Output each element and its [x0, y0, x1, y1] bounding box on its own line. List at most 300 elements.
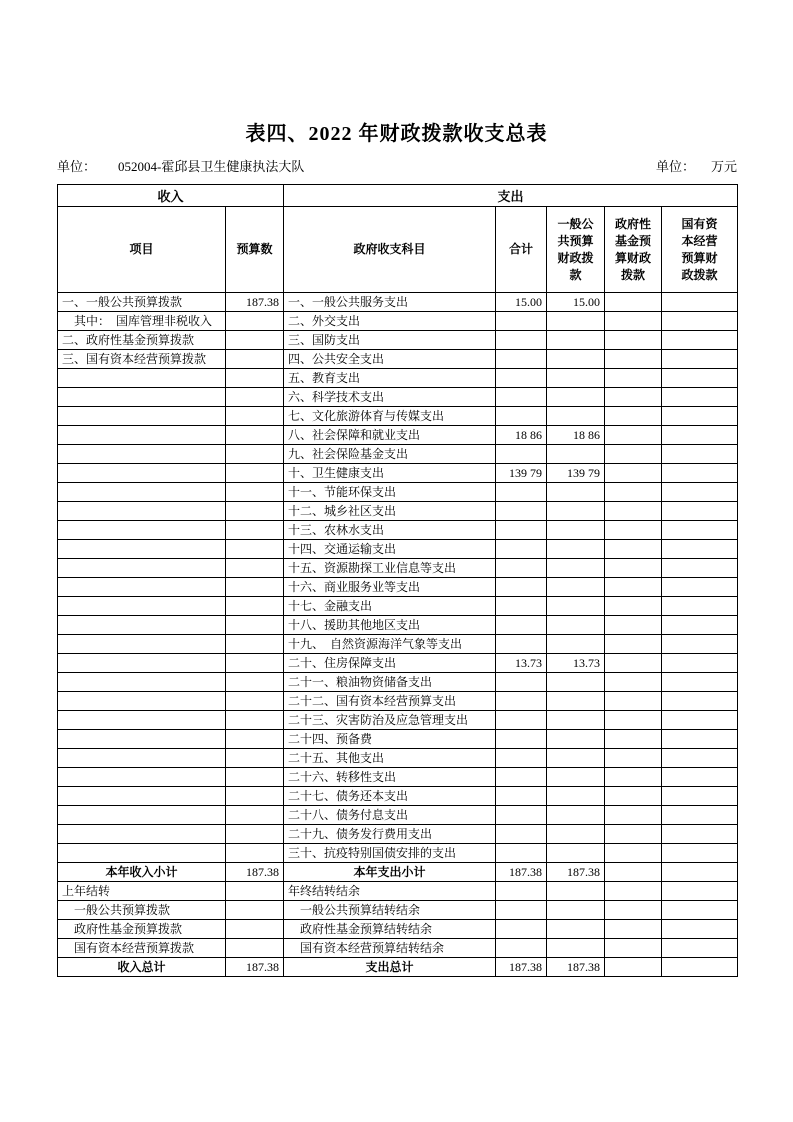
income-budget-cell [226, 540, 284, 559]
govt-fund-cell [605, 559, 662, 578]
total-cell: 15.00 [496, 293, 547, 312]
state-capital-cell [662, 616, 738, 635]
table-row [58, 806, 738, 825]
table-row [58, 787, 738, 806]
expense-item-cell: 八、社会保障和就业支出 [284, 426, 496, 445]
govt-fund-cell [605, 293, 662, 312]
expense-item-cell: 本年支出小计 [284, 863, 496, 882]
state-capital-cell [662, 692, 738, 711]
general-budget-cell [547, 521, 605, 540]
general-budget-cell [547, 749, 605, 768]
total-cell [496, 578, 547, 597]
general-budget-cell [547, 939, 605, 958]
total-cell [496, 483, 547, 502]
income-budget-cell [226, 388, 284, 407]
income-item-cell: 国有资本经营预算拨款 [58, 939, 226, 958]
govt-fund-cell [605, 369, 662, 388]
state-capital-cell [662, 293, 738, 312]
expense-item-cell: 二、外交支出 [284, 312, 496, 331]
govt-fund-cell [605, 920, 662, 939]
state-capital-cell [662, 711, 738, 730]
general-budget-cell: 187.38 [547, 958, 605, 977]
income-budget-cell [226, 692, 284, 711]
income-budget-cell [226, 673, 284, 692]
govt-fund-cell [605, 673, 662, 692]
expense-item-cell: 三、国防支出 [284, 331, 496, 350]
income-item-cell [58, 692, 226, 711]
expense-item-cell: 十二、城乡社区支出 [284, 502, 496, 521]
state-capital-cell [662, 350, 738, 369]
income-budget-cell [226, 312, 284, 331]
state-capital-cell [662, 407, 738, 426]
general-budget-cell [547, 388, 605, 407]
table-row [58, 521, 738, 540]
state-capital-cell [662, 787, 738, 806]
income-item-cell: 一、一般公共预算拨款 [58, 293, 226, 312]
section-header-row [58, 185, 738, 207]
total-cell [496, 844, 547, 863]
govt-fund-cell [605, 787, 662, 806]
total-cell: 13.73 [496, 654, 547, 673]
state-capital-cell [662, 654, 738, 673]
general-budget-cell: 13.73 [547, 654, 605, 673]
income-budget-cell: 187.38 [226, 293, 284, 312]
table-row [58, 920, 738, 939]
total-cell [496, 825, 547, 844]
state-capital-cell [662, 559, 738, 578]
general-budget-cell: 18 86 [547, 426, 605, 445]
table-row [58, 654, 738, 673]
general-budget-cell [547, 673, 605, 692]
income-budget-cell [226, 635, 284, 654]
general-budget-cell [547, 730, 605, 749]
general-budget-cell [547, 331, 605, 350]
total-cell [496, 635, 547, 654]
table-row [58, 692, 738, 711]
total-cell: 187.38 [496, 958, 547, 977]
income-item-cell [58, 426, 226, 445]
total-cell [496, 673, 547, 692]
income-item-cell [58, 597, 226, 616]
govt-fund-cell [605, 825, 662, 844]
table-row [58, 730, 738, 749]
income-budget-cell [226, 825, 284, 844]
col-header-item: 项目 [58, 207, 226, 293]
govt-fund-cell [605, 426, 662, 445]
income-item-cell [58, 654, 226, 673]
income-budget-cell [226, 768, 284, 787]
income-item-cell [58, 673, 226, 692]
income-item-cell [58, 559, 226, 578]
total-cell: 187.38 [496, 863, 547, 882]
income-budget-cell [226, 597, 284, 616]
general-budget-cell [547, 483, 605, 502]
govt-fund-cell [605, 597, 662, 616]
govt-fund-cell [605, 711, 662, 730]
table-row [58, 293, 738, 312]
govt-fund-cell [605, 578, 662, 597]
govt-fund-cell [605, 616, 662, 635]
income-item-cell [58, 787, 226, 806]
general-budget-cell [547, 407, 605, 426]
table-row [58, 939, 738, 958]
general-budget-cell [547, 616, 605, 635]
general-budget-cell [547, 350, 605, 369]
govt-fund-cell [605, 502, 662, 521]
col-header-subject: 政府收支科目 [284, 207, 496, 293]
state-capital-cell [662, 730, 738, 749]
govt-fund-cell [605, 635, 662, 654]
total-cell [496, 331, 547, 350]
table-row [58, 350, 738, 369]
income-item-cell [58, 844, 226, 863]
income-item-cell [58, 730, 226, 749]
state-capital-cell [662, 426, 738, 445]
income-budget-cell [226, 787, 284, 806]
income-item-cell [58, 825, 226, 844]
col-header-state-capital: 国有资本经营预算财政拨款 [662, 207, 738, 293]
income-item-cell [58, 483, 226, 502]
table-row [58, 768, 738, 787]
general-budget-cell [547, 882, 605, 901]
total-cell [496, 521, 547, 540]
govt-fund-cell [605, 882, 662, 901]
expense-item-cell: 十四、交通运输支出 [284, 540, 496, 559]
table-row [58, 369, 738, 388]
table-row [58, 901, 738, 920]
table-row [58, 825, 738, 844]
table-row [58, 445, 738, 464]
general-budget-cell: 139 79 [547, 464, 605, 483]
expense-item-cell: 十一、节能环保支出 [284, 483, 496, 502]
general-budget-cell [547, 597, 605, 616]
general-budget-cell [547, 559, 605, 578]
total-cell [496, 312, 547, 331]
total-cell [496, 445, 547, 464]
expense-item-cell: 二十三、灾害防治及应急管理支出 [284, 711, 496, 730]
general-budget-cell [547, 768, 605, 787]
unit-left-label: 单位： [57, 159, 97, 174]
state-capital-cell [662, 958, 738, 977]
total-cell [496, 787, 547, 806]
expense-item-cell: 十七、金融支出 [284, 597, 496, 616]
col-header-total: 合计 [496, 207, 547, 293]
expense-item-cell: 十三、农林水支出 [284, 521, 496, 540]
income-item-cell [58, 616, 226, 635]
general-budget-cell [547, 692, 605, 711]
state-capital-cell [662, 825, 738, 844]
income-budget-cell: 187.38 [226, 958, 284, 977]
govt-fund-cell [605, 483, 662, 502]
expense-item-cell: 二十二、国有资本经营预算支出 [284, 692, 496, 711]
income-item-cell [58, 445, 226, 464]
general-budget-cell [547, 844, 605, 863]
total-cell: 18 86 [496, 426, 547, 445]
state-capital-cell [662, 464, 738, 483]
general-budget-cell [547, 445, 605, 464]
unit-right-label: 单位： [655, 159, 695, 174]
state-capital-cell [662, 901, 738, 920]
state-capital-cell [662, 502, 738, 521]
expense-item-cell: 国有资本经营预算结转结余 [284, 939, 496, 958]
table-row [58, 426, 738, 445]
table-row [58, 331, 738, 350]
income-budget-cell [226, 882, 284, 901]
income-item-cell [58, 388, 226, 407]
unit-line [57, 159, 737, 175]
table-row [58, 407, 738, 426]
income-item-cell [58, 749, 226, 768]
income-budget-cell [226, 521, 284, 540]
general-budget-cell [547, 825, 605, 844]
expense-item-cell: 一、一般公共服务支出 [284, 293, 496, 312]
income-budget-cell [226, 711, 284, 730]
general-budget-cell [547, 806, 605, 825]
govt-fund-cell [605, 749, 662, 768]
unit-left [57, 159, 304, 175]
state-capital-cell [662, 806, 738, 825]
state-capital-cell [662, 939, 738, 958]
table-row [58, 882, 738, 901]
income-item-cell [58, 540, 226, 559]
expense-item-cell: 二十四、预备费 [284, 730, 496, 749]
general-budget-cell [547, 578, 605, 597]
total-cell [496, 502, 547, 521]
expense-item-cell: 十、卫生健康支出 [284, 464, 496, 483]
expense-item-cell: 二十、住房保障支出 [284, 654, 496, 673]
column-header-row [58, 207, 738, 293]
expense-section-header: 支出 [284, 185, 738, 207]
expense-item-cell: 二十一、粮油物资储备支出 [284, 673, 496, 692]
income-item-cell [58, 369, 226, 388]
general-budget-cell [547, 920, 605, 939]
unit-left-value: 052004-霍邱县卫生健康执法大队 [118, 159, 305, 174]
state-capital-cell [662, 749, 738, 768]
total-cell: 139 79 [496, 464, 547, 483]
table-header [58, 185, 738, 293]
state-capital-cell [662, 521, 738, 540]
income-budget-cell [226, 502, 284, 521]
state-capital-cell [662, 635, 738, 654]
govt-fund-cell [605, 407, 662, 426]
table-row [58, 749, 738, 768]
total-cell [496, 806, 547, 825]
income-item-cell: 二、政府性基金预算拨款 [58, 331, 226, 350]
total-cell [496, 388, 547, 407]
income-budget-cell [226, 616, 284, 635]
table-row [58, 483, 738, 502]
expense-item-cell: 二十八、债务付息支出 [284, 806, 496, 825]
income-budget-cell [226, 730, 284, 749]
state-capital-cell [662, 331, 738, 350]
govt-fund-cell [605, 388, 662, 407]
income-budget-cell [226, 578, 284, 597]
income-budget-cell [226, 806, 284, 825]
state-capital-cell [662, 844, 738, 863]
total-cell [496, 882, 547, 901]
income-budget-cell [226, 369, 284, 388]
table-row [58, 578, 738, 597]
total-cell [496, 559, 547, 578]
income-item-cell: 收入总计 [58, 958, 226, 977]
budget-table [57, 184, 738, 977]
page-title: 表四、2022 年财政拨款收支总表 [245, 123, 548, 145]
expense-item-cell: 七、文化旅游体育与传媒支出 [284, 407, 496, 426]
govt-fund-cell [605, 901, 662, 920]
expense-item-cell: 三十、抗疫特别国债安排的支出 [284, 844, 496, 863]
table-row [58, 559, 738, 578]
table-row [58, 616, 738, 635]
income-budget-cell [226, 464, 284, 483]
income-section-header: 收入 [58, 185, 284, 207]
table-row [58, 388, 738, 407]
state-capital-cell [662, 882, 738, 901]
income-item-cell: 本年收入小计 [58, 863, 226, 882]
expense-item-cell: 十五、资源勘探工业信息等支出 [284, 559, 496, 578]
state-capital-cell [662, 578, 738, 597]
total-cell [496, 730, 547, 749]
govt-fund-cell [605, 312, 662, 331]
income-item-cell [58, 464, 226, 483]
unit-right-value: 万元 [710, 159, 737, 174]
income-item-cell [58, 768, 226, 787]
income-budget-cell [226, 426, 284, 445]
total-cell [496, 920, 547, 939]
state-capital-cell [662, 483, 738, 502]
income-budget-cell: 187.38 [226, 863, 284, 882]
income-budget-cell [226, 559, 284, 578]
state-capital-cell [662, 540, 738, 559]
table-row [58, 312, 738, 331]
total-cell [496, 369, 547, 388]
income-budget-cell [226, 331, 284, 350]
table-row [58, 502, 738, 521]
income-item-cell [58, 578, 226, 597]
income-item-cell [58, 711, 226, 730]
govt-fund-cell [605, 540, 662, 559]
expense-item-cell: 九、社会保险基金支出 [284, 445, 496, 464]
income-budget-cell [226, 445, 284, 464]
total-cell [496, 540, 547, 559]
col-header-general-budget: 一般公共预算财政拨款 [547, 207, 605, 293]
total-cell [496, 939, 547, 958]
expense-item-cell: 二十五、其他支出 [284, 749, 496, 768]
state-capital-cell [662, 369, 738, 388]
income-budget-cell [226, 920, 284, 939]
expense-item-cell: 二十七、债务还本支出 [284, 787, 496, 806]
govt-fund-cell [605, 730, 662, 749]
table-row [58, 711, 738, 730]
total-cell [496, 768, 547, 787]
expense-item-cell: 政府性基金预算结转结余 [284, 920, 496, 939]
table-body [58, 293, 738, 977]
expense-item-cell: 一般公共预算结转结余 [284, 901, 496, 920]
general-budget-cell: 15.00 [547, 293, 605, 312]
govt-fund-cell [605, 350, 662, 369]
govt-fund-cell [605, 692, 662, 711]
income-budget-cell [226, 654, 284, 673]
total-cell [496, 749, 547, 768]
total-cell [496, 407, 547, 426]
govt-fund-cell [605, 331, 662, 350]
general-budget-cell [547, 787, 605, 806]
expense-item-cell: 二十九、债务发行费用支出 [284, 825, 496, 844]
expense-item-cell: 十六、商业服务业等支出 [284, 578, 496, 597]
income-item-cell: 其中： 国库管理非税收入 [58, 312, 226, 331]
general-budget-cell [547, 312, 605, 331]
total-cell [496, 597, 547, 616]
govt-fund-cell [605, 445, 662, 464]
general-budget-cell: 187.38 [547, 863, 605, 882]
state-capital-cell [662, 920, 738, 939]
expense-item-cell: 二十六、转移性支出 [284, 768, 496, 787]
govt-fund-cell [605, 521, 662, 540]
income-budget-cell [226, 901, 284, 920]
general-budget-cell [547, 369, 605, 388]
govt-fund-cell [605, 844, 662, 863]
income-item-cell: 一般公共预算拨款 [58, 901, 226, 920]
expense-item-cell: 年终结转结余 [284, 882, 496, 901]
general-budget-cell [547, 502, 605, 521]
income-item-cell [58, 806, 226, 825]
table-row [58, 464, 738, 483]
income-item-cell [58, 407, 226, 426]
expense-item-cell: 五、教育支出 [284, 369, 496, 388]
general-budget-cell [547, 635, 605, 654]
general-budget-cell [547, 540, 605, 559]
general-budget-cell [547, 711, 605, 730]
income-item-cell: 三、国有资本经营预算拨款 [58, 350, 226, 369]
income-budget-cell [226, 939, 284, 958]
total-cell [496, 711, 547, 730]
state-capital-cell [662, 863, 738, 882]
state-capital-cell [662, 312, 738, 331]
total-cell [496, 692, 547, 711]
table-row [58, 635, 738, 654]
table-row [58, 597, 738, 616]
total-cell [496, 350, 547, 369]
state-capital-cell [662, 768, 738, 787]
income-item-cell [58, 521, 226, 540]
expense-item-cell: 六、科学技术支出 [284, 388, 496, 407]
state-capital-cell [662, 388, 738, 407]
govt-fund-cell [605, 806, 662, 825]
unit-right [656, 159, 737, 175]
state-capital-cell [662, 445, 738, 464]
govt-fund-cell [605, 863, 662, 882]
col-header-budget: 预算数 [226, 207, 284, 293]
govt-fund-cell [605, 939, 662, 958]
table-row [58, 540, 738, 559]
table-row [58, 673, 738, 692]
table-row [58, 863, 738, 882]
expense-item-cell: 四、公共安全支出 [284, 350, 496, 369]
income-budget-cell [226, 407, 284, 426]
govt-fund-cell [605, 464, 662, 483]
govt-fund-cell [605, 654, 662, 673]
income-budget-cell [226, 844, 284, 863]
table-row [58, 958, 738, 977]
govt-fund-cell [605, 958, 662, 977]
table-row [58, 844, 738, 863]
total-cell [496, 616, 547, 635]
income-item-cell [58, 502, 226, 521]
expense-item-cell: 支出总计 [284, 958, 496, 977]
general-budget-cell [547, 901, 605, 920]
state-capital-cell [662, 597, 738, 616]
income-budget-cell [226, 350, 284, 369]
income-item-cell: 上年结转 [58, 882, 226, 901]
